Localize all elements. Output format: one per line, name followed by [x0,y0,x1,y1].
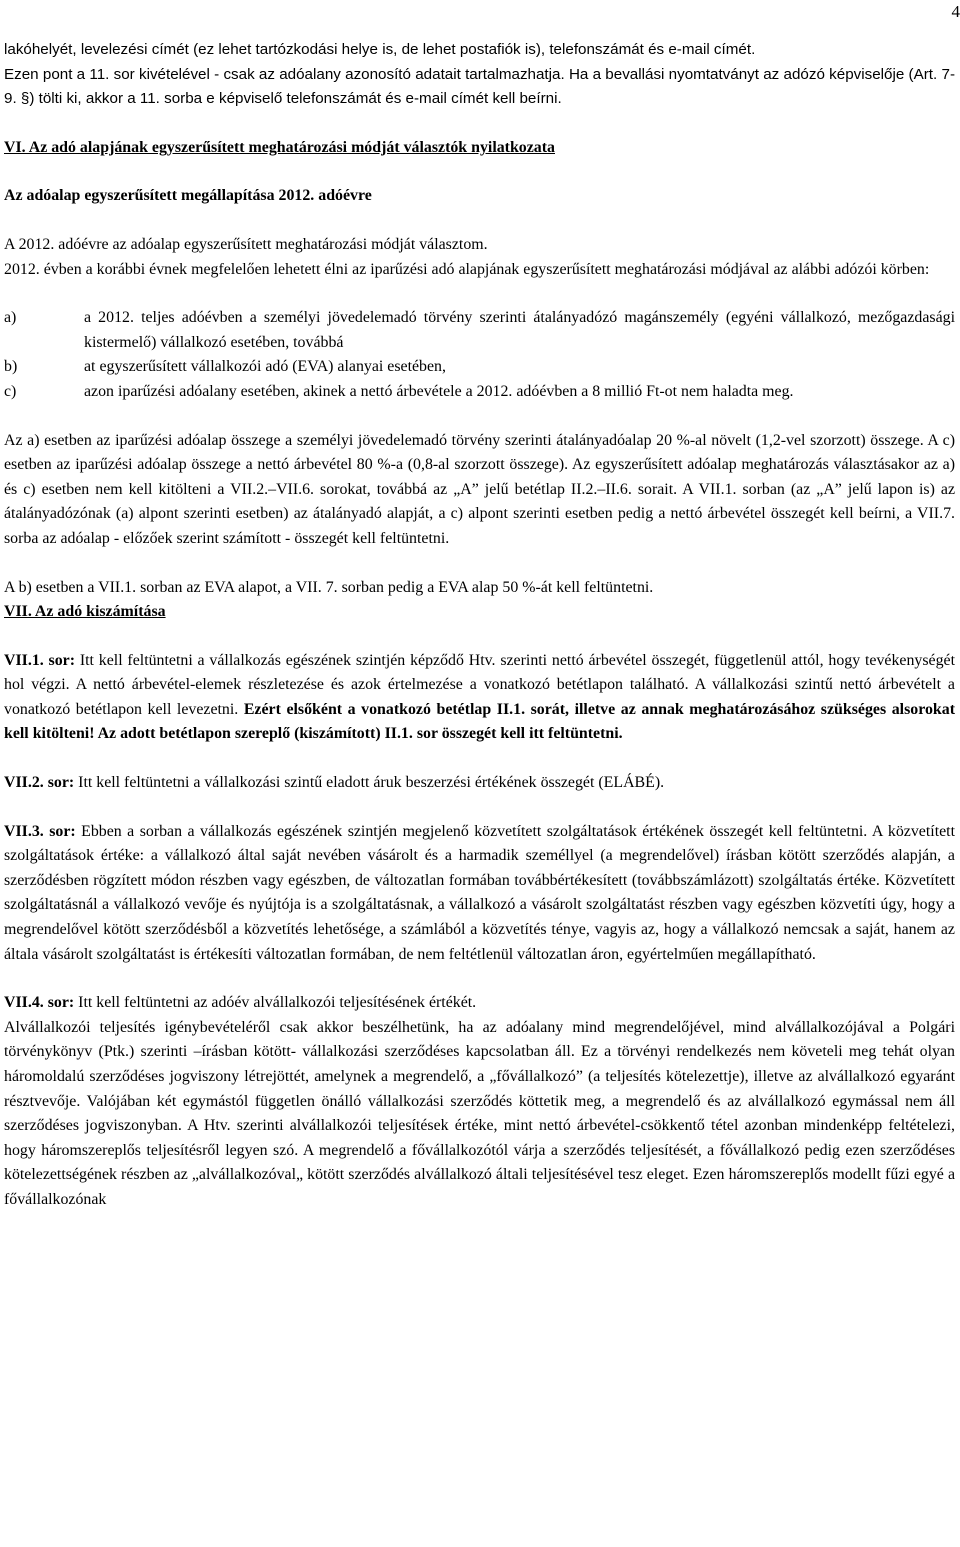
row-vii-3-text: Ebben a sorban a vállalkozás egészének szintjén megjelenő közvetített szolgáltatások értékének összegét kell feltüntetni. A közvetített szolgáltatások értéke: a vállalkozó által saját nevében vásárolt és a harmadik személlyel (a megrendelővel) írásban kötött szerződés alapján, a szerződésben rögzített módon részben vagy egészben, de változatlan formában továbbértékesített (továbbszámlázott) szolgáltatás értéke. Közvetített szolgáltatásnál a vállalkozó vevője és nyújtója is a szolgáltatásnak, a vállalkozó a vásárolt szolgáltatást részben vagy egészben közvetíti úgy, hogy a megrendelővel kötött szerződésből a közvetítés lehetősége, a számlából a közvetítés ténye, vagyis az, hogy a vállalkozó nemcsak a saját, hanem az általa vásárolt szolgáltatást is értékesíti változatlan formában, de nem feltétlenül változatlan áron, egyértelműen megállapítható. [4,822,955,963]
list-item-text: azon iparűzési adóalany esetében, akinek a nettó árbevétele a 2012. adóévben a 8 millió Ft-ot nem haladta meg. [84,382,794,400]
section-vi-subheading: Az adóalap egyszerűsített megállapítása 2012. adóévre [4,187,372,205]
row-vii-2-text: Itt kell feltüntetni a vállalkozási szintű eladott áruk beszerzési értékének összegét (ELÁBÉ). [74,774,665,792]
row-vii-1-label: VII.1. sor: [4,651,76,669]
row-vii-1-text: Itt kell feltüntetni a vállalkozás egészének szintjén képződő Htv. szerinti nettó árbevétel összegét, függetlenül attól, hogy tevékenységét hol végzi. A nettó árbevétel-elemek részletezése és azok értelmezése a vonatkozó betétlapon található. A vállalkozási szintű nettó árbevételt a vonatkozó betétlapon kell levezetni. [4,651,955,718]
eligibility-list [4,306,955,404]
row-vii-2-paragraph [4,771,955,796]
list-item [4,306,955,355]
row-vii-1-bold-note: Ezért elsőként a vonatkozó betétlap II.1. sorát, illetve az annak meghatározásához szükséges alsorokat kell kitölteni! Az adott betétlapon szereplő (kiszámított) II.1. sor összegét kell itt feltüntetni. [4,700,955,743]
row-vii-2-label: VII.2. sor: [4,774,75,792]
row-vii-3-paragraph [4,820,955,968]
row-vii-1-paragraph [4,649,955,747]
list-item-text: at egyszerűsített vállalkozói adó (EVA) alanyai esetében, [84,358,446,376]
page-content [4,38,955,1213]
intro-paragraph-1: lakóhelyét, levelezési címét (ez lehet tartózkodási helye is, de lehet postafiók is), telefonszámát és e-mail címét. [4,41,756,58]
row-vii-4-paragraph-2: Alvállalkozói teljesítés igénybevételéről csak akkor beszélhetünk, ha az adóalany mind megrendelőjével, mind alvállalkozójával a Polgári törvénykönyv (Ptk.) szerinti –írásban kötött- vállalkozási szerződéses kapcsolatban áll. Ez a törvényi rendelkezés nem követeli meg tehát olyan háromoldalú szerződéses jogviszony létrejöttét, amelynek a megrendelő, a „fővállalkozó” (a teljesítés kötelezettje), illetve az alvállalkozó egyaránt résztvevője. Valójában két egymástól független önálló vállalkozási szerződés köttetik meg, a megrendelő és az alvállalkozó egymással nem áll szerződéses jogviszonyban. A Htv. szerinti alvállalkozói teljesítések értéke, mint nettó árbevétel-csökkentő tétel azonban mindenképp feltételezi, hogy háromszereplős teljesítésről legyen szó. A megrendelő a fővállalkozótól várja a szerződés teljesítését, a fővállalkozó pedig ezen szerződéses kötelezettségének részben az „alvállalkozóval„ kötött szerződés alvállalkozó általi teljesítésével tesz eleget. Ezen háromszereplős modellt fűzi egyé a fővállalkozónak [4,1018,955,1208]
list-item-text: a 2012. teljes adóévben a személyi jövedelemadó törvény szerinti átalányadózó magánszemély (egyéni vállalkozó, mezőgazdasági kistermelő) vállalkozó esetében, továbbá [84,309,955,351]
list-marker: b) [4,358,18,376]
section-vii-heading: VII. Az adó kiszámítása [4,603,166,621]
section-vi-paragraph-1: A 2012. adóévre az adóalap egyszerűsített meghatározási módját választom. [4,235,488,253]
row-vii-3-label: VII.3. sor: [4,822,76,840]
row-vii-4-paragraph [4,991,955,1016]
intro-paragraph-2: Ezen pont a 11. sor kivételével - csak az adóalany azonosító adatait tartalmazhatja. Ha a bevallási nyomtatványt az adózó képviselője (Art. 7-9. §) tölti ki, akkor a 11. sorba e képviselő telefonszámát és e-mail címét kell beírni. [4,65,955,108]
list-item [4,380,955,405]
section-vi-paragraph-2: 2012. évben a korábbi évnek megfelelően lehetett élni az iparűzési adó alapjának egyszerűsített meghatározási módjával az alábbi adózói körben: [4,260,930,278]
page-number: 4 [951,2,960,21]
list-marker: c) [4,382,17,400]
section-vi-paragraph-3: Az a) esetben az iparűzési adóalap összege a személyi jövedelemadó törvény szerinti átalányadóalap 20 %-al növelt (1,2-vel szorzott) összege. A c) esetben az iparűzési adóalap összege a nettó árbevétel 80 %-a (0,8-al szorzott összege). Az egyszerűsített adóalap meghatározás választásakor az a) és c) esetben nem kell kitölteni a VII.2.–VII.6. sorokat, továbbá az „A” jelű betétlap II.2.–II.6. sorait. A VII.1. sorban (az „A” jelű lapon is) az átalányadózónak (a) alpont szerinti esetben) az átalányadó alapját, a c) alpont szerinti esetben pedig a nettó árbevétel összegét kell beírni, a VII.7. sorba az adóalap - előzőek szerint számított - összegét kell feltüntetni. [4,431,955,547]
section-vi-heading: VI. Az adó alapjának egyszerűsített meghatározási módját választók nyilatkozata [4,138,555,156]
list-marker: a) [4,309,17,327]
row-vii-4-text: Itt kell feltüntetni az adóév alvállalkozói teljesítésének értékét. [74,994,477,1012]
row-vii-4-label: VII.4. sor: [4,994,75,1012]
section-vi-paragraph-4: A b) esetben a VII.1. sorban az EVA alapot, a VII. 7. sorban pedig a EVA alap 50 %-át kell feltüntetni. [4,578,654,596]
list-item [4,355,955,380]
